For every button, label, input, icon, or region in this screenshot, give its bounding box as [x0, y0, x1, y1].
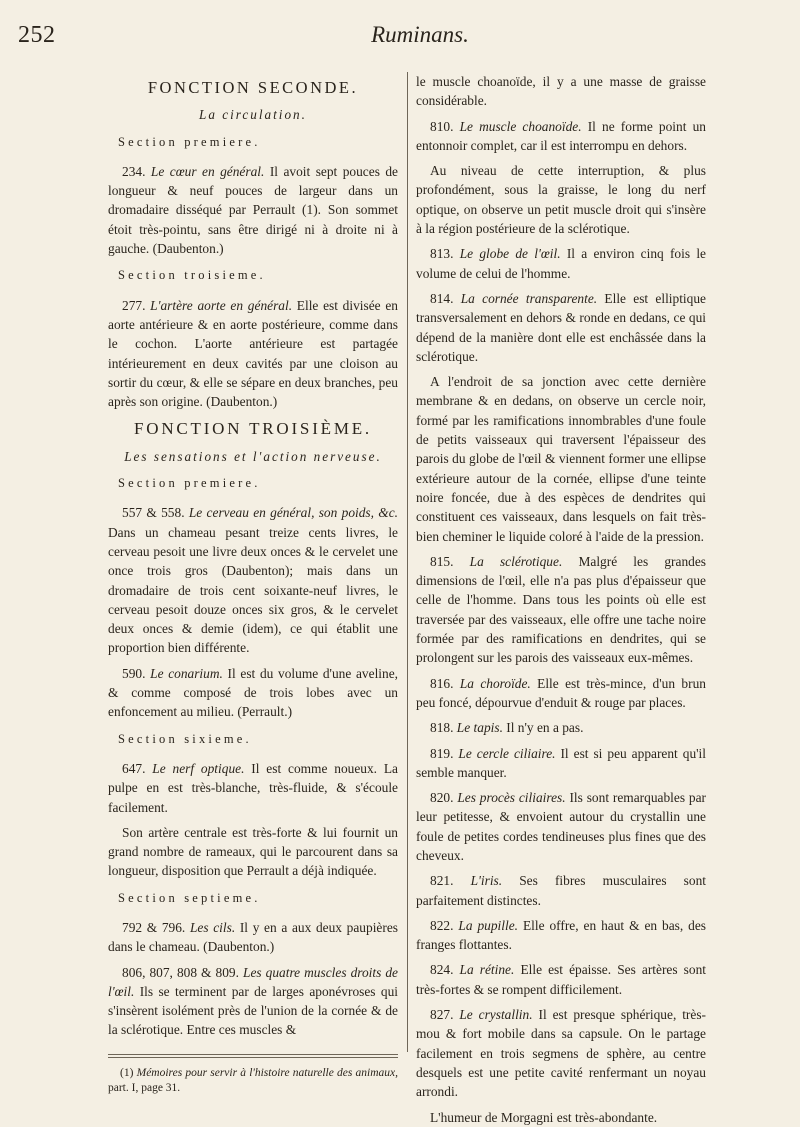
- section-septieme-heading: Section septieme.: [118, 890, 261, 905]
- paragraph-number: 819.: [430, 745, 454, 761]
- paragraph-text: Il n'y en a pas.: [502, 720, 584, 736]
- paragraph-813: [416, 244, 706, 283]
- paragraph-text: Elle est épaisse. Ses artères sont très-fortes & se rompent difficilement.: [416, 962, 706, 997]
- left-column: [108, 72, 399, 1094]
- paragraph-number: 590.: [122, 665, 146, 681]
- section-premiere-heading-2: Section premiere.: [118, 476, 261, 491]
- paragraph-827-cont: L'humeur de Morgagni est très-abondante.: [430, 1109, 658, 1125]
- paragraph-810: [416, 117, 706, 156]
- paragraph-text: Ils se terminent par de larges aponévroses qui s'insèrent isolément près de l'union de la cornée & de la sclérotique. Entre ces muscles &: [108, 983, 398, 1038]
- paragraph-title: Les cils.: [189, 919, 236, 935]
- paragraph-text: Elle est divisée en aorte antérieure & en aorte postérieure, comme dans le cochon. L'aorte antérieure est partagée intérieurement en deux cavités par une cloison au sortir du cœur, & elle se sépare en deux branches, peu après son origine. (Daubenton.): [108, 297, 398, 410]
- paragraph-806: [108, 963, 398, 1040]
- paragraph-819: [416, 744, 706, 783]
- fonction-seconde-heading: FONCTION SECONDE.: [147, 78, 359, 97]
- footnote-title: Mémoires pour servir à l'histoire naturelle des animaux,: [136, 1066, 399, 1079]
- paragraph-title: Le nerf optique.: [152, 760, 245, 776]
- paragraph-title: Le conarium.: [150, 665, 223, 681]
- fonction-troisieme-heading: FONCTION TROISIÈME.: [133, 419, 372, 439]
- paragraph-title: Le muscle choanoïde.: [459, 118, 582, 134]
- paragraph-818: [416, 718, 706, 737]
- paragraph-title: Le cerveau en général, son poids, &c.: [188, 505, 398, 521]
- section-premiere-heading: Section premiere.: [118, 134, 261, 149]
- paragraph-title: Le cœur en général.: [150, 163, 265, 179]
- paragraph-234: [108, 162, 398, 258]
- paragraph-title: Le crystallin.: [459, 1007, 533, 1023]
- paragraph-number: 821.: [430, 873, 454, 889]
- paragraph-number: 814.: [430, 290, 454, 306]
- paragraph-277: [108, 296, 398, 412]
- paragraph-text: Il est si peu apparent qu'il semble manquer.: [416, 745, 706, 780]
- paragraph-text: Elle est elliptique transversalement en dehors & ronde en dedans, ce qui dépend de la manière dont elle est enchâssée dans la sclérotique.: [416, 290, 706, 364]
- paragraph-text: Il y en a aux deux paupières dans le chameau. (Daubenton.): [108, 919, 398, 955]
- paragraph-text: Malgré les grandes dimensions de l'œil, elle n'a pas plus d'épaisseur que celle de l'homme. Dans tous les points où elle est traversée par des vaisseaux, elle offre une tache noire formée par des ramifications en dendrites, qui se prolongent sur les parois des vaisseaux eux-mêmes.: [416, 553, 707, 666]
- running-head: Ruminans.: [371, 22, 469, 47]
- chapter-circulation-heading: La circulation.: [199, 107, 307, 123]
- paragraph-814: [416, 289, 706, 366]
- paragraph-557: [108, 503, 398, 657]
- paragraph-text: Dans un chameau pesant treize cents livres, le cerveau pesoit une livre deux onces & le cervelet une once trois gros (Daubenton); mais dans un dromadaire de trois cent soixante-neuf livres, le cerveau pesoit douze onces six gros, & le cervelet deux onces & demie (idem), ce qui établit une proportion bien différente.: [108, 524, 398, 656]
- paragraph-title: Le tapis.: [456, 720, 503, 736]
- paragraph-816: [416, 674, 706, 713]
- paragraph-title: Le globe de l'œil.: [459, 246, 561, 262]
- footnote-mark: (1): [120, 1066, 134, 1079]
- paragraph-title: L'iris.: [470, 873, 503, 889]
- right-column: [416, 72, 707, 1125]
- paragraph-number: 277.: [122, 297, 146, 313]
- paragraph-title: La cornée transparente.: [460, 290, 598, 306]
- paragraph-continued: le muscle choanoïde, il y a une masse de graisse considérable.: [416, 74, 706, 109]
- paragraph-590: [108, 664, 398, 722]
- section-sixieme-heading: Section sixieme.: [118, 731, 252, 746]
- paragraph-title: L'artère aorte en général.: [150, 297, 293, 313]
- paragraph-text: Il a environ cinq fois le volume de celui de l'homme.: [416, 246, 706, 281]
- paragraph-821: [416, 871, 706, 910]
- paragraph-number: 806, 807, 808 & 809.: [122, 964, 239, 980]
- paragraph-number: 816.: [430, 675, 454, 691]
- paragraph-text: Il est du volume d'une aveline, & comme composé de trois lobes avec un enfoncement au milieu. (Perrault.): [108, 665, 398, 720]
- chapter-sensations-heading: Les sensations et l'action nerveuse.: [124, 448, 382, 464]
- paragraph-822: [416, 916, 706, 955]
- paragraph-number: 822.: [430, 917, 454, 933]
- paragraph-title: Les quatre muscles droits de l'œil.: [108, 964, 398, 999]
- paragraph-810-cont: Au niveau de cette interruption, & plus profondément, sous la graisse, le long du nerf optique, on observe un petit muscle droit qui s'insère à la région postérieure de la sclérotique.: [416, 163, 706, 237]
- section-troisieme-heading: Section troisieme.: [118, 268, 266, 283]
- paragraph-792: [108, 918, 398, 957]
- footnote-text: part. I, page 31.: [108, 1081, 181, 1094]
- paragraph-text: Ses fibres musculaires sont parfaitement distinctes.: [416, 873, 706, 908]
- paragraph-number: 557 & 558.: [122, 505, 185, 521]
- paragraph-820: [416, 788, 706, 865]
- paragraph-number: 813.: [430, 246, 454, 262]
- paragraph-647-cont: Son artère centrale est très-forte & lui fournit un grand nombre de rameaux, qui le parcourent dans sa longueur, disposition que Perrault a déjà indiquée.: [108, 824, 398, 879]
- footnote: [108, 1066, 398, 1096]
- paragraph-text: Ils sont remarquables par leur petitesse, & envoient autour du crystallin une foule de petites cordes tendineuses plus fines que des cheveux.: [416, 790, 706, 863]
- paragraph-title: La rétine.: [459, 962, 515, 978]
- paragraph-number: 827.: [430, 1007, 454, 1023]
- paragraph-title: Les procès ciliaires.: [457, 790, 566, 806]
- paragraph-title: La choroïde.: [459, 675, 531, 691]
- paragraph-number: 810.: [430, 118, 454, 134]
- paragraph-title: Le cercle ciliaire.: [458, 745, 556, 761]
- paragraph-number: 815.: [430, 553, 454, 569]
- paragraph-number: 820.: [430, 790, 454, 806]
- paragraph-number: 234.: [122, 163, 146, 179]
- paragraph-text: Il ne forme point un entonnoir complet, car il est interrompu en dehors.: [416, 118, 706, 153]
- paragraph-text: Elle est très-mince, d'un brun peu foncé, dépourvue d'enduit & rouge par places.: [416, 675, 706, 710]
- paragraph-number: 818.: [430, 720, 454, 736]
- paragraph-text: Elle offre, en haut & en bas, des franges flottantes.: [416, 917, 707, 953]
- paragraph-814-cont: A l'endroit de sa jonction avec cette dernière membrane & en dedans, on observe un cercle noir, formé par les ramifications innombrables d'une foule de petits vaisseaux qui traversent l'épaisseur des parois du globe de l'œil & viennent former une ellipse extérieure autour de la cornée, ellipse d'une teinte noire foncée, due à des espèces de dendrites qui constituent ces vaisseaux, dans lesquels on fait très-bien cheminer le liquide coloré à l'aide de la pression.: [416, 374, 706, 544]
- paragraph-text: Il est comme noueux. La pulpe en est très-blanche, très-fluide, & s'écoule facilement.: [108, 760, 398, 815]
- page-number: 252: [18, 22, 56, 48]
- paragraph-title: La sclérotique.: [469, 553, 563, 569]
- column-divider: [407, 72, 408, 1052]
- paragraph-text: Il avoit sept pouces de longueur & neuf pouces de largeur dans un dromadaire disséqué par Perrault (1). Son sommet étoit très-pointu, sans être dirigé ni à droite ni à gauche. (Daubenton.): [108, 163, 399, 257]
- paragraph-number: 647.: [122, 760, 146, 776]
- paragraph-title: La pupille.: [458, 917, 519, 933]
- paragraph-824: [416, 960, 706, 999]
- paragraph-815: [416, 552, 706, 668]
- paragraph-827: [416, 1005, 706, 1101]
- paragraph-number: 792 & 796.: [122, 919, 186, 935]
- footnote-rule: [108, 1054, 398, 1058]
- paragraph-text: Il est presque sphérique, très-mou & fort mobile dans sa capsule. On le partage facilement en trois segmens de sphère, au centre desquels est une petite cavité renfermant un noyau arrondi.: [416, 1007, 706, 1100]
- paragraph-number: 824.: [430, 962, 454, 978]
- paragraph-647: [108, 759, 398, 817]
